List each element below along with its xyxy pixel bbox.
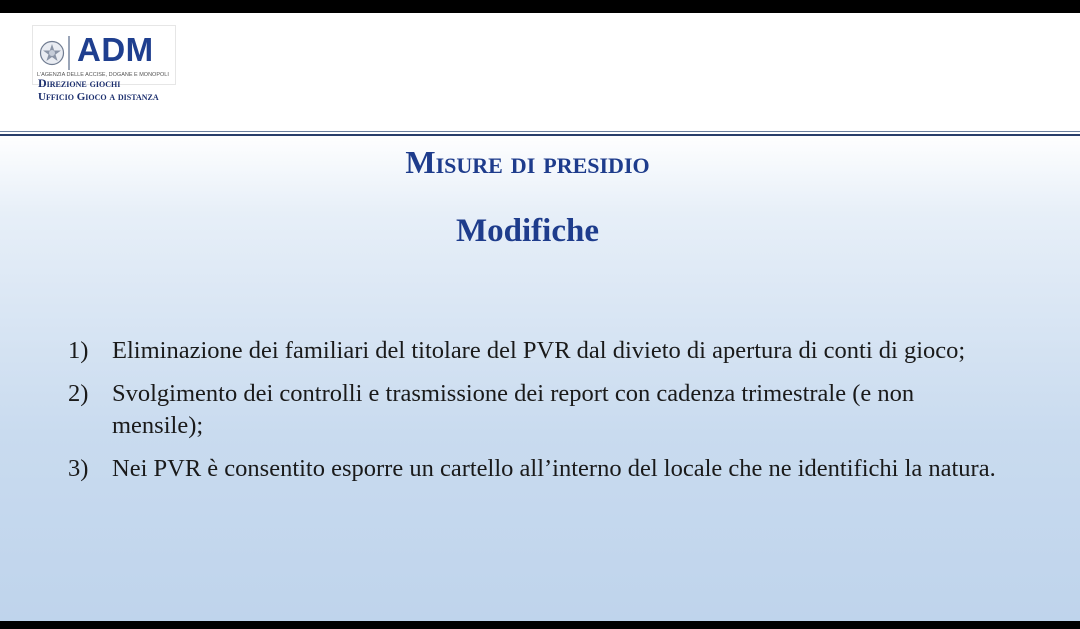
list-item-number: 3) — [68, 455, 89, 482]
logo-separator — [68, 36, 70, 70]
slide-title: Misure di presidio — [405, 144, 650, 180]
office-name: Ufficio Gioco a distanza — [38, 91, 159, 103]
list-item-text: Svolgimento dei controlli e trasmissione dei report con cadenza trimestrale (e non mensile); — [112, 380, 915, 439]
list-item-number: 2) — [68, 380, 89, 407]
measures-list — [68, 335, 1008, 496]
department-name: Direzione giochi — [38, 76, 121, 90]
list-item — [68, 453, 1008, 485]
list-item — [68, 378, 1008, 442]
header-divider-thick — [0, 134, 1080, 136]
list-item-text: Eliminazione dei familiari del titolare del PVR dal divieto di apertura di conti di gioco; — [112, 337, 966, 364]
list-item — [68, 335, 1008, 367]
presentation-slide — [0, 13, 1080, 621]
list-item-number: 1) — [68, 337, 89, 364]
slide-header — [0, 13, 1080, 133]
list-item-text: Nei PVR è consentito esporre un cartello all’interno del locale che ne identifichi la natura. — [112, 455, 996, 482]
logo-wordmark: ADM — [77, 31, 154, 68]
screen-bottom-bar — [0, 621, 1080, 629]
italian-republic-emblem-icon — [39, 40, 65, 66]
logo-tagline: L'AGENZIA DELLE ACCISE, DOGANE E MONOPOLI — [37, 72, 169, 78]
header-divider-thin — [0, 131, 1080, 132]
slide-subtitle: Modifiche — [456, 213, 599, 249]
